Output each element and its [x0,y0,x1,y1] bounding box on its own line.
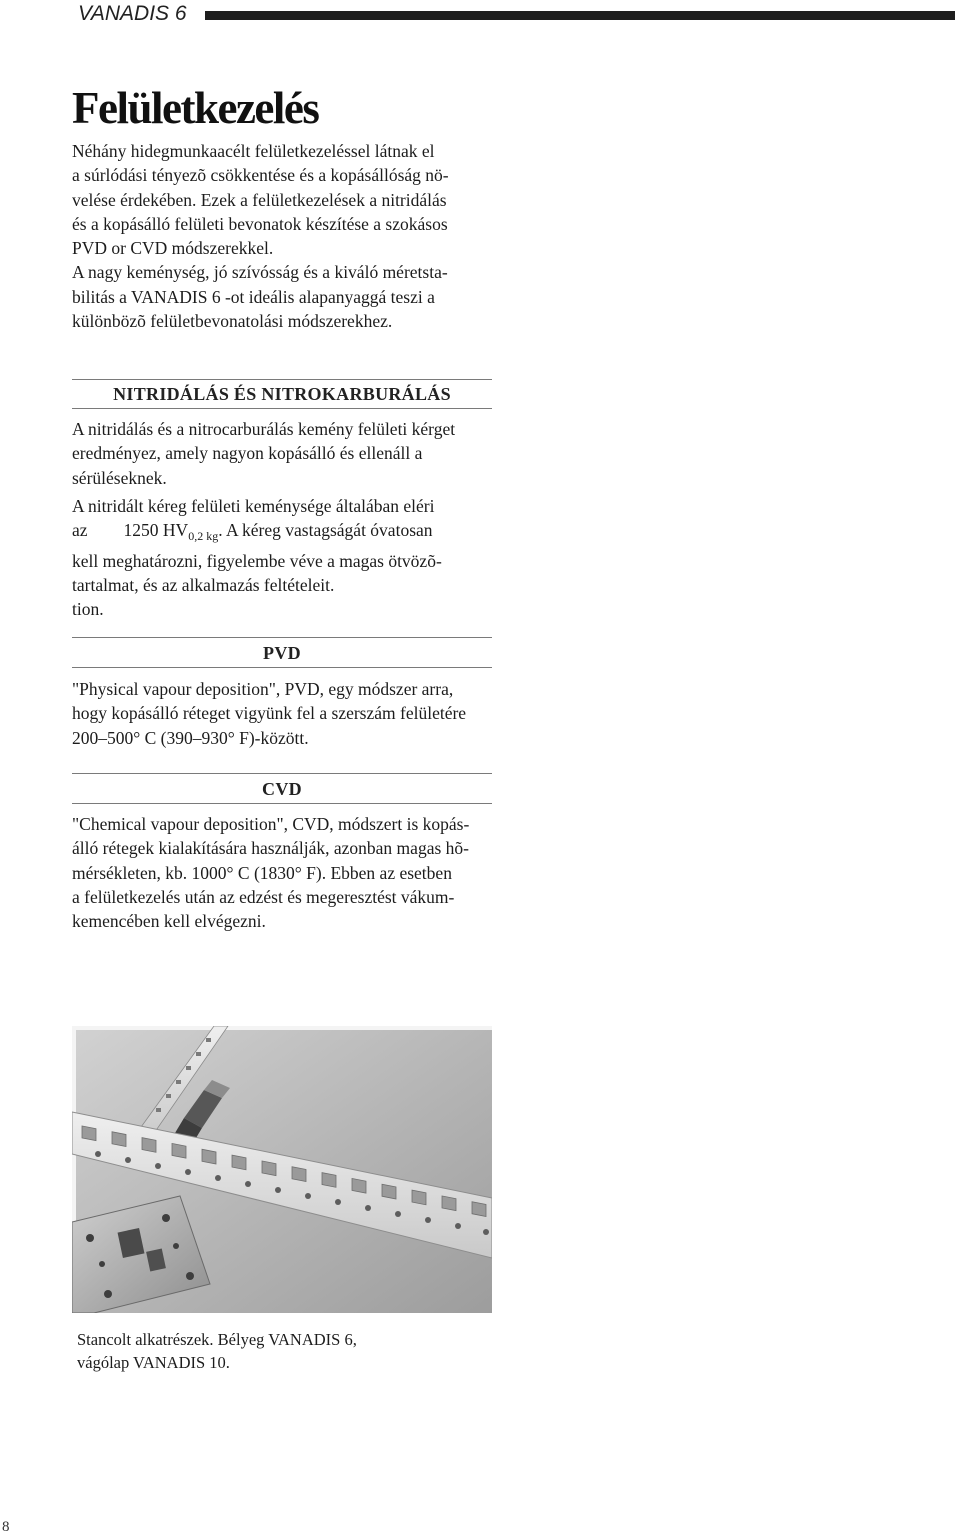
pvd-line: "Physical vapour deposition", PVD, egy módszer arra, [72,679,454,699]
hardness-prefix: az [72,520,88,541]
section-rule-top [72,637,492,638]
page-number: 8 [2,1519,10,1535]
intro-line: és a kopásálló felületi bevonatok készítése a szokásos [72,213,448,234]
cvd-line: kemencében kell elvégezni. [72,911,266,932]
nitriding-line: tion. [72,599,104,620]
cvd-heading: CVD [262,779,302,799]
nitriding-line: tartalmat, és az alkalmazás feltételeit. [72,574,335,595]
nitriding-line: eredményez, amely nagyon kopásálló és ellenáll a [72,443,423,464]
header-bar [205,11,955,20]
cvd-line: "Chemical vapour deposition", CVD, módszert is kopás- [72,814,470,834]
nitriding-paragraph [72,417,512,490]
hardness-subscript: 0,2 kg [188,529,219,544]
pvd-heading: PVD [263,643,301,663]
intro-line: A nagy keménység, jó szívósság és a kiváló méretsta- [72,262,448,283]
cvd-line: mérsékleten, kb. 1000° C (1830° F). Ebben az esetben [72,862,452,883]
section-rule-top [72,379,492,380]
cvd-paragraph [72,812,512,933]
pvd-line: 200–500° C (390–930° F)-között. [72,727,309,748]
intro-line: különbözõ felületbevonatolási módszerekhez. [72,311,393,332]
header-label: VANADIS 6 [78,2,187,25]
caption-line: Stancolt alkatrészek. Bélyeg VANADIS 6, [77,1330,357,1349]
nitriding-line: A nitridált kéreg felületi keménysége általában eléri [72,496,435,516]
intro-line: PVD or CVD módszerekkel. [72,238,274,259]
nitriding-line: kell meghatározni, figyelembe véve a magas ötvözõ- [72,550,442,571]
intro-line: velése érdekében. Ezek a felületkezelések a nitridálás [72,189,447,210]
photo-caption [77,1328,357,1374]
photo-illustration [72,1026,492,1313]
nitriding-heading: NITRIDÁLÁS ÉS NITROKARBURÁLÁS [113,384,451,404]
caption-line: vágólap VANADIS 10. [77,1353,230,1372]
section-rule-bottom [72,803,492,804]
pvd-line: hogy kopásálló réteget vigyünk fel a szerszám felületére [72,703,467,724]
pvd-paragraph [72,677,512,750]
stamped-parts-photo [72,1026,492,1313]
hardness-value: 1250 HV [123,520,189,541]
intro-line: bilitás a VANADIS 6 -ot ideális alapanyaggá teszi a [72,286,435,307]
page-title: Felületkezelés [72,83,319,133]
intro-line: Néhány hidegmunkaacélt felületkezeléssel látnak el [72,141,435,161]
hardness-line [72,518,512,548]
intro-paragraph [72,139,512,333]
intro-line: a súrlódási tényezõ csökkentése és a kopásállóság nö- [72,165,449,186]
section-rule-top [72,773,492,774]
section-rule-bottom [72,667,492,668]
cvd-line: a felületkezelés után az edzést és megeresztést vákum- [72,886,455,907]
cvd-line: álló rétegek kialakítására használják, azonban magas hõ- [72,838,469,859]
hardness-suffix: . A kéreg vastagságát óvatosan [218,520,433,541]
section-rule-bottom [72,408,492,409]
nitriding-line: A nitridálás és a nitrocarburálás kemény felületi kérget [72,419,456,439]
nitriding-line: sérüléseknek. [72,467,167,488]
nitriding-hardness-paragraph [72,494,512,621]
